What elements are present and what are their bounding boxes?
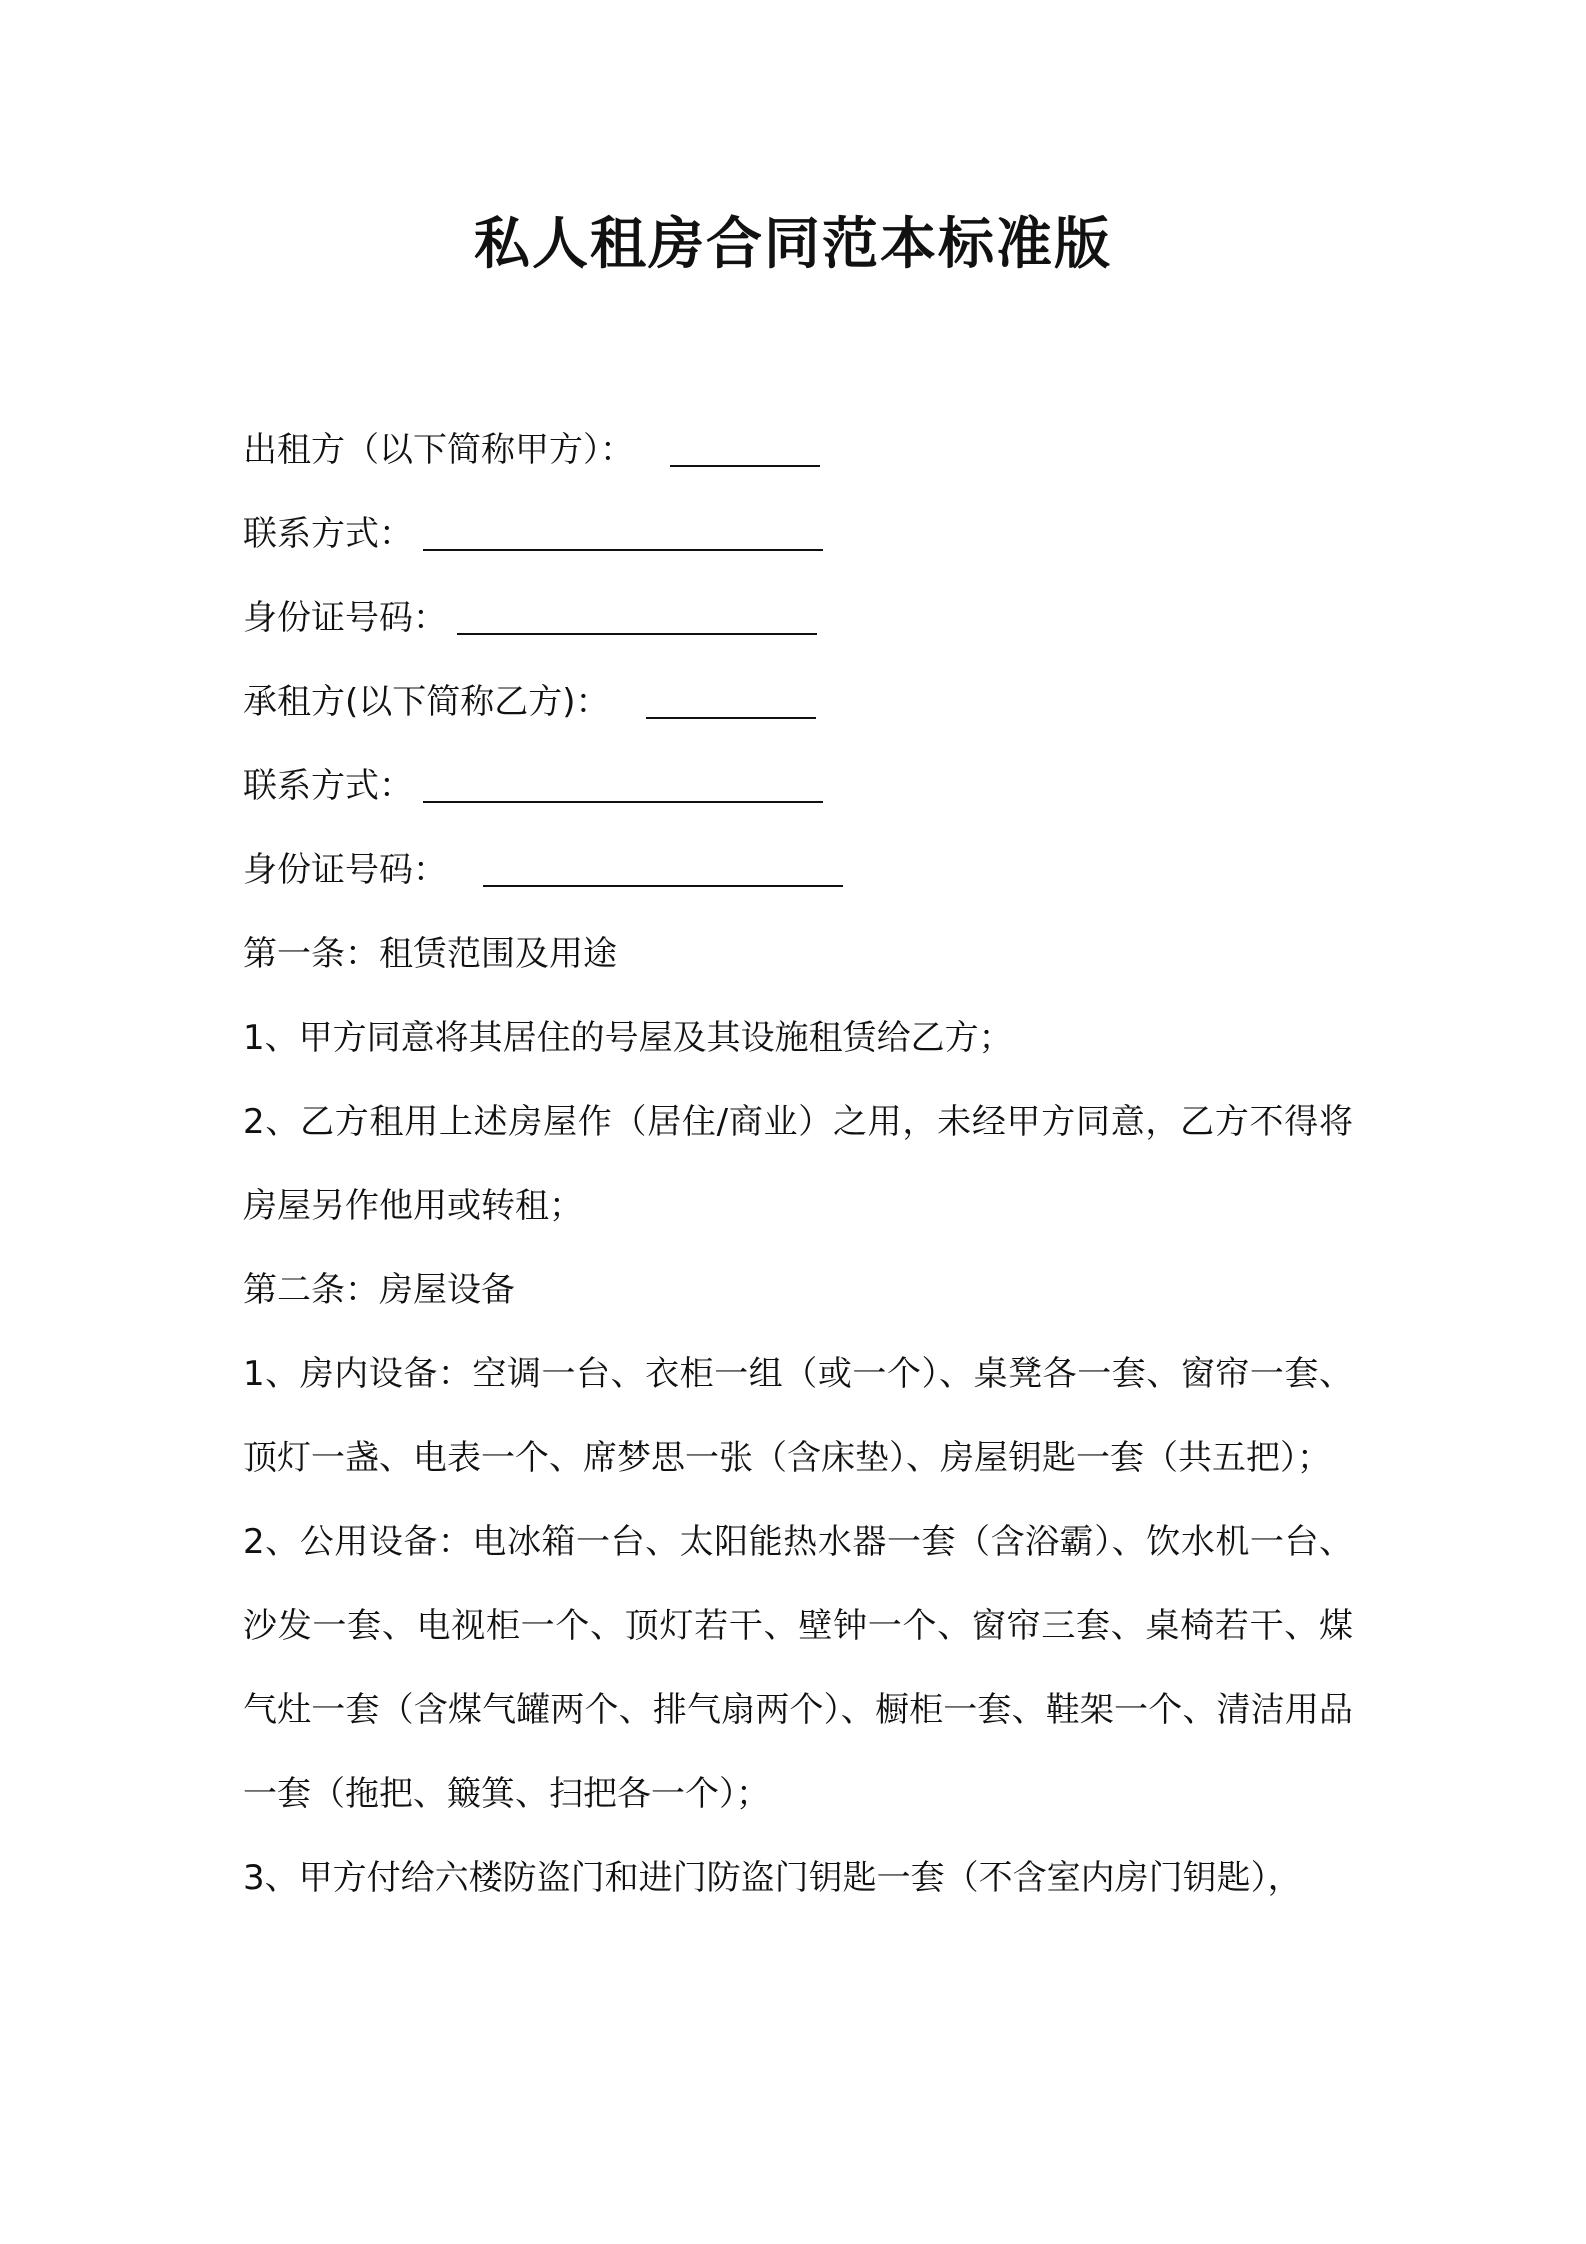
field-label: 联系方式： [243, 766, 413, 806]
lessee-name-field [243, 660, 1353, 744]
clause-paragraph: 2、乙方租用上述房屋作（居住/商业）之用，未经甲方同意，乙方不得将房屋另作他用或转租； [243, 1102, 1353, 1226]
fill-blank [423, 509, 823, 551]
fill-blank [646, 677, 816, 719]
field-label: 承租方(以下简称乙方)： [243, 682, 610, 722]
fill-blank [483, 845, 843, 887]
lessee-id-field [243, 828, 1353, 912]
clause-paragraph: 2、公用设备：电冰箱一台、太阳能热水器一套（含浴霸）、饮水机一台、沙发一套、电视柜一个、顶灯若干、壁钟一个、窗帘三套、桌椅若干、煤气灶一套（含煤气罐两个、排气扇两个）、橱柜一套、鞋架一个、清洁用品一套（拖把、簸箕、扫把各一个）； [243, 1522, 1353, 1814]
fill-blank [423, 761, 823, 803]
clause-paragraph: 3、甲方付给六楼防盗门和进门防盗门钥匙一套（不含室内房门钥匙）， [243, 1858, 1302, 1898]
field-label: 出租方（以下简称甲方）： [243, 430, 634, 470]
clause-paragraph: 1、甲方同意将其居住的号屋及其设施租赁给乙方； [243, 1018, 1013, 1058]
section-heading: 第一条：租赁范围及用途 [243, 934, 617, 974]
lessee-contact-field [243, 744, 1353, 828]
field-label: 联系方式： [243, 514, 413, 554]
lessor-contact-field [243, 492, 1353, 576]
fill-blank [670, 425, 820, 467]
document-title: 私人租房合同范本标准版 [474, 212, 1112, 277]
document-body [243, 408, 1353, 1920]
field-label: 身份证号码： [243, 850, 447, 890]
fill-blank [457, 593, 817, 635]
section-heading: 第二条：房屋设备 [243, 1270, 515, 1310]
field-label: 身份证号码： [243, 598, 447, 638]
lessor-name-field [243, 408, 1353, 492]
clause-paragraph: 1、房内设备：空调一台、衣柜一组（或一个）、桌凳各一套、窗帘一套、顶灯一盏、电表一个、席梦思一张（含床垫）、房屋钥匙一套（共五把）； [243, 1354, 1353, 1478]
lessor-id-field [243, 576, 1353, 660]
